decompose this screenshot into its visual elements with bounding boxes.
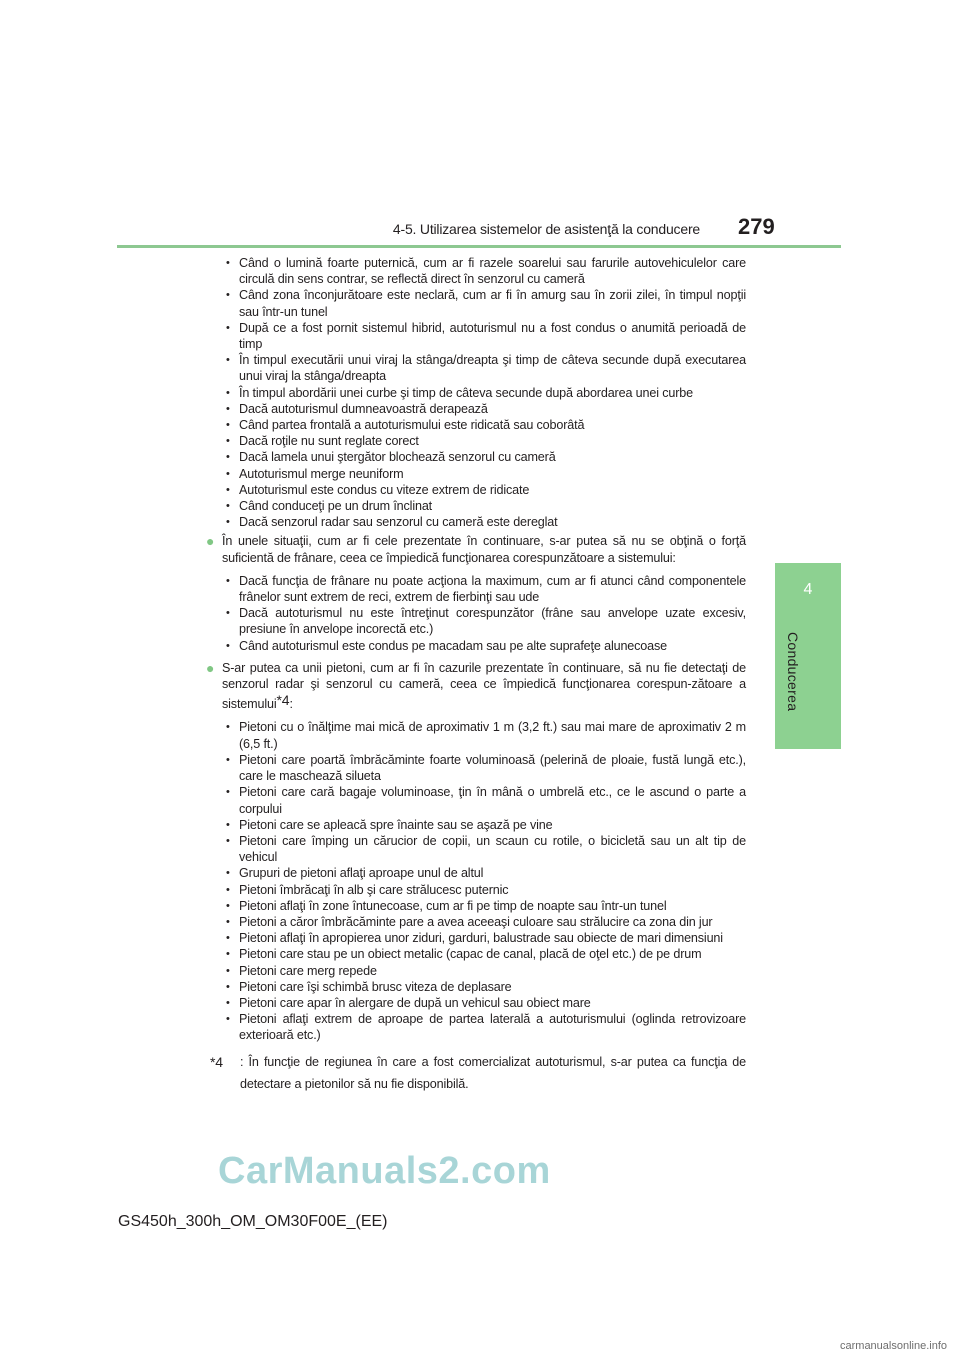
list-item: • În timpul executării unui viraj la stânga/dreapta şi timp de câteva secunde după executarea unui viraj la stânga/dreapta xyxy=(222,352,746,384)
paragraph-text: În unele situaţii, cum ar fi cele prezentate în continuare, s-ar putea să nu se obţină o forţă suficientă de frânare, ceea ce împiedică funcţionarea corespunzătoare a sistemului: xyxy=(222,534,746,565)
paragraph-braking xyxy=(204,533,746,565)
list-item: • Dacă lamela unui ştergător blochează senzorul cu cameră xyxy=(222,449,746,465)
list-item: • Pietoni aflaţi în zone întunecoase, cum ar fi pe timp de noapte sau într-un tunel xyxy=(222,898,746,914)
list-item: • Când o lumină foarte puternică, cum ar fi razele soarelui sau farurile autovehiculelor care circulă din sens contrar, se reflectă direct în senzorul cu cameră xyxy=(222,255,746,287)
list-item: • Pietoni care apar în alergare de după un vehicul sau obiect mare xyxy=(222,995,746,1011)
list-item: • Dacă roţile nu sunt reglate corect xyxy=(222,433,746,449)
bullet-circle-icon: ● xyxy=(206,533,215,550)
list-item: • Pietoni aflaţi extrem de aproape de partea laterală a autoturismului (oglinda retrovizoare exterioară etc.) xyxy=(222,1011,746,1043)
footnote-text: : În funcţie de regiunea în care a fost comercializat autoturismul, s-ar putea ca funcţia de detectare a pietonilor să nu fie disponibilă. xyxy=(240,1054,746,1091)
footnote xyxy=(210,1051,746,1095)
paragraph-end: : xyxy=(289,697,293,712)
list-item: • Pietoni care merg repede xyxy=(222,963,746,979)
list-item: • Pietoni îmbrăcaţi în alb şi care strălucesc puternic xyxy=(222,882,746,898)
list-item: • Grupuri de pietoni aflaţi aproape unul de altul xyxy=(222,865,746,881)
list-item: • Pietoni care poartă îmbrăcăminte foarte voluminoasă (pelerină de ploaie, fustă lungă etc.), care le maschează silueta xyxy=(222,752,746,784)
list-item: • Pietoni care se apleacă spre înainte sau se aşază pe vine xyxy=(222,817,746,833)
pedestrian-list xyxy=(222,719,746,1043)
page-content xyxy=(206,255,746,1095)
bullet-circle-icon: ● xyxy=(206,659,215,676)
list-item: • Dacă funcţia de frânare nu poate acţiona la maximum, cum ar fi atunci când componentele frânelor sunt extrem de reci, extrem de fierbinţi sau ude xyxy=(222,573,746,605)
braking-list xyxy=(222,573,746,654)
header-divider xyxy=(117,245,841,248)
footnote-reference: *4 xyxy=(276,692,290,709)
list-item: • Autoturismul este condus cu viteze extrem de ridicate xyxy=(222,482,746,498)
document-code: GS450h_300h_OM_OM30F00E_(EE) xyxy=(118,1213,388,1230)
watermark-logo: CarManuals2.com xyxy=(218,1150,551,1192)
list-item: • Dacă autoturismul nu este întreţinut corespunzător (frâne sau anvelope uzate excesiv, presiune în anvelope incorectă etc.) xyxy=(222,605,746,637)
paragraph-pedestrians xyxy=(204,660,746,713)
list-item: • După ce a fost pornit sistemul hibrid, autoturismul nu a fost condus o anumită perioadă de timp xyxy=(222,320,746,352)
chapter-number: 4 xyxy=(803,581,813,598)
list-item: • Când autoturismul este condus pe macadam sau pe alte suprafeţe alunecoase xyxy=(222,638,746,654)
list-item: • Când partea frontală a autoturismului este ridicată sau coborâtă xyxy=(222,417,746,433)
list-item: • Pietoni care stau pe un obiect metalic (capac de canal, placă de oţel etc.) de pe drum xyxy=(222,946,746,962)
list-item: • Pietoni care cară bagaje voluminoase, ţin în mână o umbrelă etc., ce le ascund o parte a corpului xyxy=(222,784,746,816)
list-item: • Pietoni a căror îmbrăcăminte pare a avea aceeaşi culoare sau strălucire ca zona din jur xyxy=(222,914,746,930)
site-watermark: carmanualsonline.info xyxy=(840,1340,948,1352)
list-item: • Pietoni care îşi schimbă brusc viteza de deplasare xyxy=(222,979,746,995)
list-item: • În timpul abordării unei curbe şi timp de câteva secunde după abordarea unei curbe xyxy=(222,385,746,401)
page-number: 279 xyxy=(738,214,775,239)
condition-list xyxy=(222,255,746,530)
footnote-mark: *4 xyxy=(210,1053,223,1070)
list-item: • Când zona înconjurătoare este neclară, cum ar fi în amurg sau în zorii zilei, în timpul nopţii sau într-un tunel xyxy=(222,287,746,319)
paragraph-text: S-ar putea ca unii pietoni, cum ar fi în cazurile prezentate în continuare, să nu fie detectaţi de senzorul radar şi senzorul cu cameră, ceea ce împiedică funcţionarea corespun-zătoare a sistemului xyxy=(222,660,746,712)
section-title: 4-5. Utilizarea sistemelor de asistenţă la conducere xyxy=(392,221,700,237)
list-item: • Pietoni care împing un cărucior de copii, un scaun cu rotile, o bicicletă sau un alt tip de vehicul xyxy=(222,833,746,865)
list-item: • Pietoni cu o înălţime mai mică de aproximativ 1 m (3,2 ft.) sau mai mare de aproximativ 2 m (6,5 ft.) xyxy=(222,719,746,751)
list-item: • Autoturismul merge neuniform xyxy=(222,466,746,482)
list-item: • Dacă senzorul radar sau senzorul cu cameră este dereglat xyxy=(222,514,746,530)
list-item: • Pietoni aflaţi în apropierea unor ziduri, garduri, balustrade sau obiecte de mari dimensiuni xyxy=(222,930,746,946)
list-item: • Când conduceţi pe un drum înclinat xyxy=(222,498,746,514)
list-item: • Dacă autoturismul dumneavoastră derapează xyxy=(222,401,746,417)
chapter-label: Conducerea xyxy=(785,632,801,712)
